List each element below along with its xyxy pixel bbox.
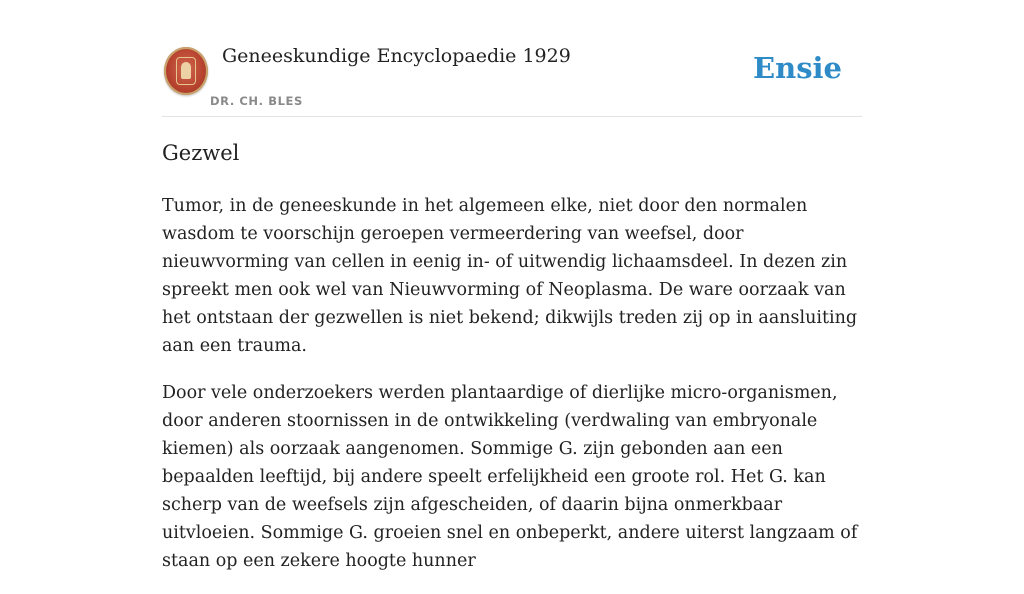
book-cover-icon[interactable] — [164, 47, 208, 95]
entry-article — [162, 192, 862, 594]
book-author[interactable]: DR. CH. BLES — [210, 94, 303, 108]
book-header — [162, 0, 862, 117]
article-paragraph: Tumor, in de geneeskunde in het algemeen elke, niet door den normalen wasdom te voorschijn geroepen vermeerdering van weefsel, door nieuwvorming van cellen in eenig in- of uitwendig lichaamsdeel. In dezen zin spreekt men ook wel van Nieuwvorming of Neoplasma. De ware oorzaak van het ontstaan der gezwellen is niet bekend; dikwijls treden zij op in aansluiting aan een trauma. — [162, 196, 858, 356]
cover-emblem — [181, 62, 191, 79]
ensie-logo[interactable]: Ensie — [753, 51, 842, 85]
book-title[interactable]: Geneeskundige Encyclopaedie 1929 — [222, 45, 571, 67]
article-paragraph: Door vele onderzoekers werden plantaardige of dierlijke micro-organismen, door anderen stoornissen in de ontwikkeling (verdwaling van embryonale kiemen) als oorzaak aangenomen. Sommige G. zijn gebonden aan een bepaalden leeftijd, bij andere speelt erfelijkheid een groote rol. Het G. kan scherp van de weefsels zijn afgescheiden, of daarin bijna onmerkbaar uitvloeien. Sommige G. groeien snel en onbeperkt, andere uiterst langzaam of staan op een zekere hoogte hunner — [162, 383, 858, 571]
entry-title: Gezwel — [162, 141, 240, 165]
